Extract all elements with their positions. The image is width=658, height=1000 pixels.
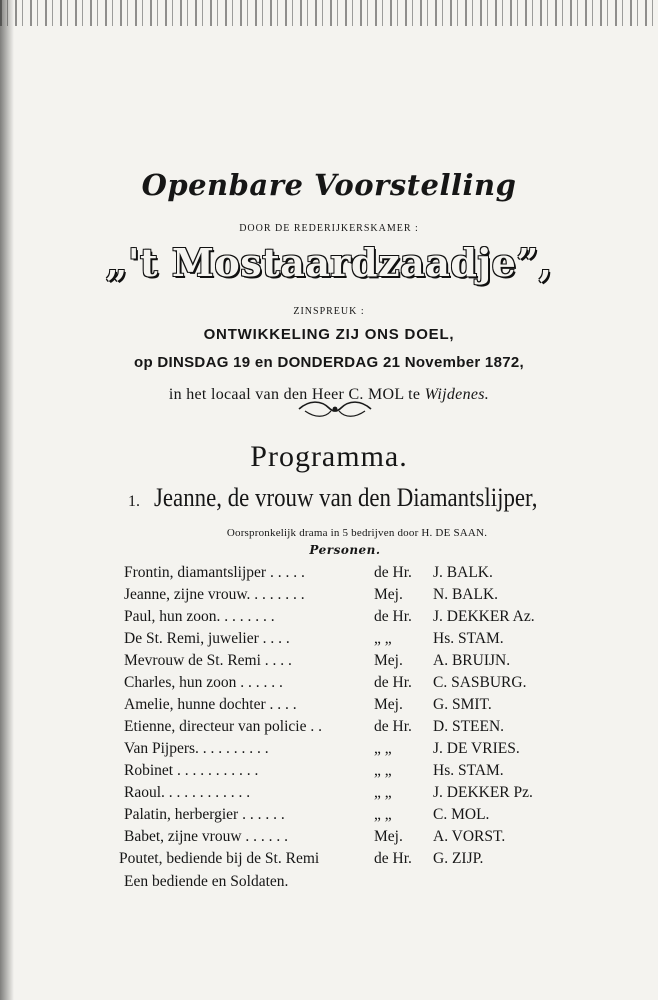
cast-row bbox=[0, 784, 658, 806]
cast-title: Mej. bbox=[374, 652, 403, 669]
cast-actor: A. BRUIJN. bbox=[433, 652, 511, 669]
cast-title: de Hr. bbox=[374, 850, 412, 867]
cast-title: Mej. bbox=[374, 586, 403, 603]
cast-row bbox=[0, 696, 658, 718]
cast-title: de Hr. bbox=[374, 674, 412, 691]
society-name-text: „'t Mostaardzaadje”, bbox=[105, 240, 553, 285]
cast-actor: J. DEKKER Pz. bbox=[433, 784, 533, 801]
cast-role: Frontin, diamantslijper . . . . . bbox=[124, 564, 305, 581]
cast-row bbox=[0, 652, 658, 674]
cast-role: Robinet . . . . . . . . . . . bbox=[124, 762, 259, 779]
cast-title: de Hr. bbox=[374, 608, 412, 625]
cast-row bbox=[0, 828, 658, 850]
cast-row bbox=[0, 564, 658, 586]
performance-dates: op DINSDAG 19 en DONDERDAG 21 November 1872, bbox=[134, 354, 524, 371]
cast-title: „ „ bbox=[374, 806, 392, 823]
cast-row bbox=[0, 674, 658, 696]
cast-role: Jeanne, zijne vrouw. . . . . . . . bbox=[124, 586, 305, 603]
cast-actor: J. BALK. bbox=[433, 564, 493, 581]
cast-actor: J. DE VRIES. bbox=[433, 740, 520, 757]
cast-actor: J. DEKKER Az. bbox=[433, 608, 535, 625]
cast-actor: Hs. STAM. bbox=[433, 762, 504, 779]
cast-row bbox=[0, 762, 658, 784]
cast-role: Palatin, herbergier . . . . . . bbox=[124, 806, 285, 823]
cast-row bbox=[0, 806, 658, 828]
cast-role: Etienne, directeur van policie . . bbox=[124, 718, 322, 735]
cast-role: Raoul. . . . . . . . . . . . bbox=[124, 784, 251, 801]
play-entry bbox=[128, 483, 648, 513]
venue-prefix: in het locaal van den Heer C. MOL te bbox=[168, 386, 425, 403]
society-name bbox=[0, 240, 658, 285]
cast-role: Charles, hun zoon . . . . . . bbox=[124, 674, 283, 691]
cast-actor: D. STEEN. bbox=[433, 718, 505, 735]
cast-row bbox=[0, 630, 658, 652]
cast-role: Amelie, hunne dochter . . . . bbox=[124, 696, 297, 713]
cast-role: Poutet, bediende bij de St. Remi bbox=[119, 850, 320, 867]
cast-actor: Hs. STAM. bbox=[433, 630, 504, 647]
cast-row bbox=[0, 740, 658, 762]
scan-edge-top bbox=[0, 0, 658, 26]
poster-title: Openbare Voorstelling bbox=[141, 168, 517, 202]
motto: ONTWIKKELING ZIJ ONS DOEL, bbox=[203, 326, 455, 343]
cast-title: „ „ bbox=[374, 630, 392, 647]
cast-title: „ „ bbox=[374, 740, 392, 757]
play-subtitle: Oorspronkelijk drama in 5 bedrijven door H. DE SAAN. bbox=[226, 527, 488, 539]
cast-role: Van Pijpers. . . . . . . . . . bbox=[124, 740, 269, 757]
cast-actor: G. SMIT. bbox=[433, 696, 492, 713]
cast-role: De St. Remi, juwelier . . . . bbox=[124, 630, 290, 647]
play-title: Jeanne, de vrouw van den Diamantslijper, bbox=[154, 483, 538, 512]
cast-role: Paul, hun zoon. . . . . . . . bbox=[124, 608, 275, 625]
cast-row bbox=[0, 608, 658, 630]
cast-role: Babet, zijne vrouw . . . . . . bbox=[124, 828, 289, 845]
play-number: 1. bbox=[128, 493, 140, 510]
cast-title: „ „ bbox=[374, 762, 392, 779]
cast-row bbox=[0, 850, 658, 872]
cast-actor: C. SASBURG. bbox=[433, 674, 527, 691]
cast-title: Mej. bbox=[374, 696, 403, 713]
cast-row bbox=[0, 718, 658, 740]
zinspreuk-label: ZINSPREUK : bbox=[293, 306, 365, 317]
cast-title: de Hr. bbox=[374, 718, 412, 735]
cast-title: Mej. bbox=[374, 828, 403, 845]
cast-actor: C. MOL. bbox=[433, 806, 490, 823]
cast-actor: N. BALK. bbox=[433, 586, 499, 603]
personen-heading: Personen. bbox=[309, 543, 381, 557]
cast-actor: G. ZIJP. bbox=[433, 850, 484, 867]
flourish-ornament-icon bbox=[295, 396, 375, 422]
cast-row bbox=[0, 586, 658, 608]
cast-role: Mevrouw de St. Remi . . . . bbox=[124, 652, 292, 669]
closing-line: Een bediende en Soldaten. bbox=[124, 873, 289, 890]
programma-heading: Programma. bbox=[250, 440, 408, 473]
cast-actor: A. VORST. bbox=[433, 828, 506, 845]
cast-title: de Hr. bbox=[374, 564, 412, 581]
cast-title: „ „ bbox=[374, 784, 392, 801]
venue-place: Wijdenes. bbox=[424, 386, 490, 403]
door-line: DOOR DE REDERIJKERSKAMER : bbox=[239, 223, 419, 234]
